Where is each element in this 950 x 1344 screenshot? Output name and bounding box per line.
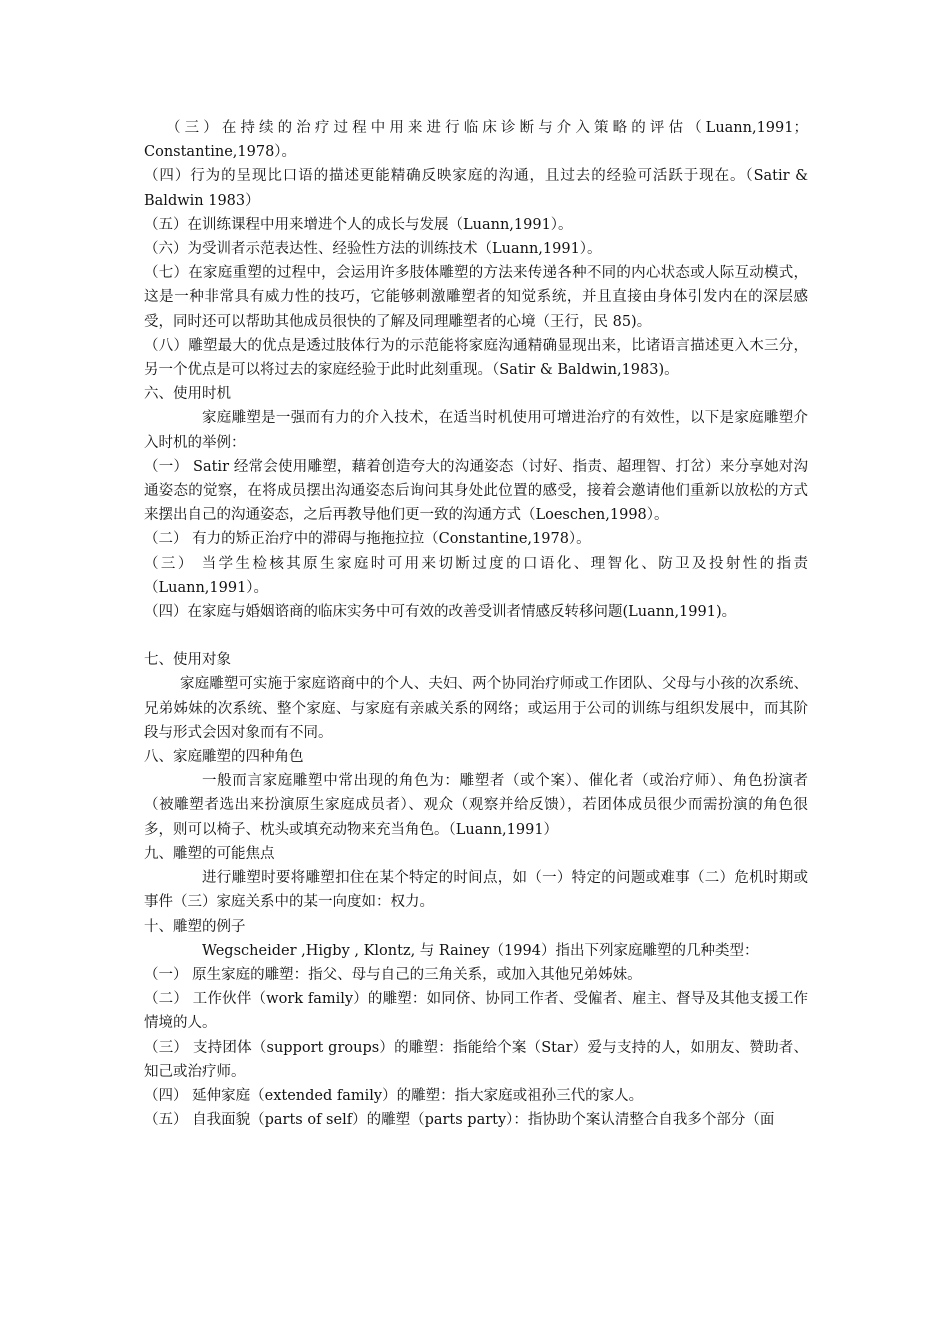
paragraph: （五） 自我面貌（parts of self）的雕塑（parts party）：指协助个案认清整合自我多个部分（面 [144,1112,775,1129]
paragraph: （三）在持续的治疗过程中用来进行临床诊断与介入策略的评估（Luann,1991；Constantine,1978）。 [144,120,808,161]
section-heading: 七、使用对象 [144,652,231,669]
section-heading: 九、雕塑的可能焦点 [144,845,275,862]
paragraph-spacer [144,624,808,648]
paragraph: （五）在训练课程中用来增进个人的成长与发展（Luann,1991）。 [144,216,573,233]
paragraph: Wegscheider ,Higby , Klontz, 与 Rainey（1994）指出下列家庭雕塑的几种类型： [202,942,759,959]
paragraph: （八）雕塑最大的优点是透过肢体行为的示范能将家庭沟通精确显现出来，比诸语言描述更入木三分，另一个优点是可以将过去的家庭经验于此时此刻重现。（Satir & Baldwin,1983)。 [144,337,808,379]
paragraph: （一） 原生家庭的雕塑：指父、母与自己的三角关系，或加入其他兄弟姊妹。 [144,966,642,983]
paragraph: （七）在家庭重塑的过程中，会运用许多肢体雕塑的方法来传递各种不同的内心状态或人际互动模式，这是一种非常具有威力性的技巧，它能够刺激雕塑者的知觉系统，并且直接由身体引发内在的深层感受，同时还可以帮助其他成员很快的了解及同理雕塑者的心境（王行，民 85)。 [144,265,808,330]
section-heading: 十、雕塑的例子 [144,918,246,935]
section-heading: 六、使用时机 [144,386,231,403]
paragraph: 家庭雕塑可实施于家庭谘商中的个人、夫妇、两个协同治疗师或工作团队、父母与小孩的次系统、兄弟姊妹的次系统、整个家庭、与家庭有亲戚关系的网络；或运用于公司的训练与组织发展中，而其阶段与形式会因对象而有不同。 [144,676,808,741]
paragraph: （三） 当学生检核其原生家庭时可用来切断过度的口语化、理智化、防卫及投射性的指责（Luann,1991）。 [144,555,808,596]
paragraph: （二） 工作伙伴（work family）的雕塑：如同侪、协同工作者、受僱者、雇主、督导及其他支援工作情境的人。 [144,991,808,1032]
paragraph: （二） 有力的矫正治疗中的滞碍与拖拖拉拉（Constantine,1978）。 [144,531,591,548]
paragraph: 进行雕塑时要将雕塑扣住在某个特定的时间点，如（一）特定的问题或难事（二）危机时期或事件（三）家庭关系中的某一向度如：权力。 [144,870,808,911]
paragraph: （四）在家庭与婚姻谘商的临床实务中可有效的改善受训者情感反转移问题(Luann,1991)。 [144,604,737,621]
paragraph: （三） 支持团体（support groups）的雕塑：指能给个案（Star）爱与支持的人，如朋友、赞助者、知己或治疗师。 [144,1039,808,1080]
paragraph: （一） Satir 经常会使用雕塑，藉着创造夸大的沟通姿态（讨好、指责、超理智、打岔）来分享她对沟通姿态的觉察，在将成员摆出沟通姿态后询问其身处此位置的感受，接着会邀请他们重新以放松的方式来摆出自己的沟通姿态，之后再教导他们更一致的沟通方式（Loeschen,1998）。 [144,458,808,524]
paragraph: （四）行为的呈现比口语的描述更能精确反映家庭的沟通，且过去的经验可活跃于现在。（Satir & Baldwin 1983） [144,168,808,209]
section-heading: 八、家庭雕塑的四种角色 [144,749,304,766]
document-body [144,116,808,1132]
paragraph: 家庭雕塑是一强而有力的介入技术，在适当时机使用可增进治疗的有效性，以下是家庭雕塑介入时机的举例： [144,410,808,451]
paragraph: （四） 延伸家庭（extended family）的雕塑：指大家庭或祖孙三代的家人。 [144,1087,644,1104]
paragraph: 一般而言家庭雕塑中常出现的角色为：雕塑者（或个案）、催化者（或治疗师）、角色扮演者（被雕塑者选出来扮演原生家庭成员者）、观众（观察并给反馈），若团体成员很少而需扮演的角色很多，则可以椅子、枕头或填充动物来充当角色。（Luann,1991） [144,773,808,838]
paragraph: （六）为受训者示范表达性、经验性方法的训练技术（Luann,1991）。 [144,241,602,258]
